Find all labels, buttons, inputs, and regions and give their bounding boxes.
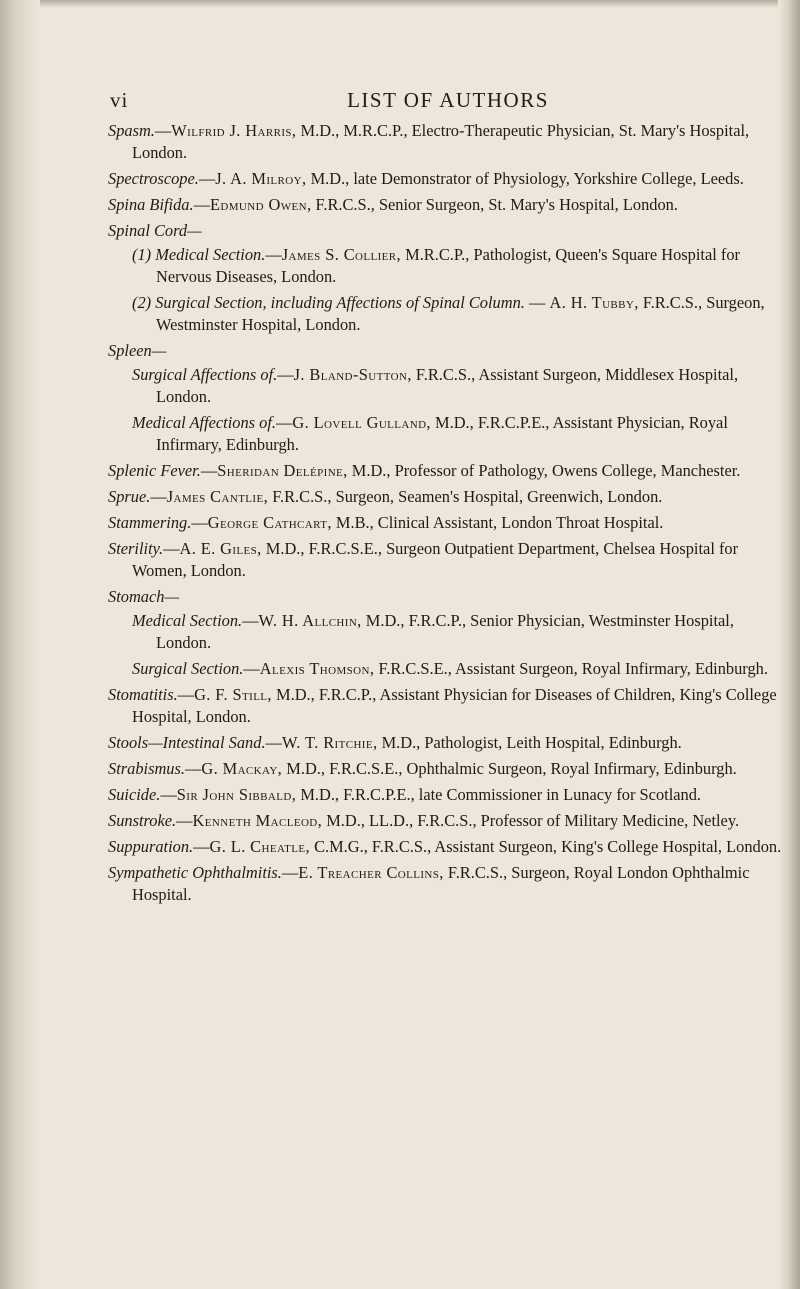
subentry bbox=[108, 412, 788, 456]
author-credentials: M.D., LL.D., F.R.C.S., Professor of Military Medicine, Netley. bbox=[322, 811, 740, 830]
running-title: LIST OF AUTHORS bbox=[347, 88, 549, 112]
page-header bbox=[108, 84, 788, 120]
author-entry bbox=[108, 194, 788, 216]
author-credentials: M.D., F.R.C.P.E., late Commissioner in Lunacy for Scotland. bbox=[296, 785, 702, 804]
author-credentials: F.R.C.S., Surgeon, Westminster Hospital, London. bbox=[156, 293, 765, 334]
author-entry bbox=[108, 784, 788, 806]
author-name: G. F. Still, bbox=[194, 685, 272, 704]
author-entry bbox=[108, 168, 788, 190]
author-entry bbox=[108, 538, 788, 582]
entry-dash: — bbox=[176, 811, 193, 830]
entry-dash: — bbox=[277, 365, 294, 384]
author-name: W. T. Ritchie, bbox=[281, 733, 378, 752]
book-page bbox=[108, 84, 788, 910]
author-credentials: M.D., F.R.C.S.E., Ophthalmic Surgeon, Royal Infirmary, Edinburgh. bbox=[282, 759, 737, 778]
author-credentials: M.D., Pathologist, Leith Hospital, Edinburgh. bbox=[377, 733, 682, 752]
entry-dash: — bbox=[193, 195, 210, 214]
entry-dash: — bbox=[191, 513, 208, 532]
entry-topic: Spasm. bbox=[108, 121, 155, 140]
author-credentials: F.R.C.S.E., Assistant Surgeon, Royal Infirmary, Edinburgh. bbox=[374, 659, 768, 678]
subentry bbox=[108, 364, 788, 408]
entry-dash: — bbox=[154, 121, 172, 140]
entry-topic: (1) Medical Section. bbox=[132, 245, 266, 264]
entry-topic: Strabismus. bbox=[108, 759, 185, 778]
author-name: A. H. Tubby, bbox=[549, 293, 639, 312]
author-entry bbox=[108, 810, 788, 832]
author-entry bbox=[108, 340, 788, 362]
entry-topic: Splenic Fever. bbox=[108, 461, 201, 480]
author-entry bbox=[108, 586, 788, 608]
author-credentials: F.R.C.S., Assistant Surgeon, Middlesex Hospital, London. bbox=[156, 365, 739, 406]
author-name: A. E. Giles, bbox=[179, 539, 262, 558]
author-name: G. L. Cheatle, bbox=[209, 837, 310, 856]
entry-dash: — bbox=[193, 837, 210, 856]
entry-dash: — bbox=[163, 539, 180, 558]
author-entry bbox=[108, 684, 788, 728]
entry-topic: Spina Bifida. bbox=[108, 195, 194, 214]
author-name: James S. Collier, bbox=[281, 245, 402, 264]
author-credentials: C.M.G., F.R.C.S., Assistant Surgeon, King's College Hospital, London. bbox=[309, 837, 782, 856]
author-name: G. Lovell Gulland, bbox=[292, 413, 431, 432]
entry-topic: Stomach— bbox=[108, 587, 180, 606]
author-name: Wilfrid J. Harris, bbox=[171, 121, 297, 140]
author-name: Kenneth Macleod, bbox=[192, 811, 323, 830]
entry-dash: — bbox=[198, 169, 216, 188]
entry-topic: Medical Affections of. bbox=[132, 413, 276, 432]
entry-dash: — bbox=[242, 611, 259, 630]
author-name: James Cantlie, bbox=[166, 487, 269, 506]
author-entry bbox=[108, 220, 788, 242]
entry-dash: — bbox=[243, 659, 260, 678]
author-name: Edmund Owen, bbox=[210, 195, 312, 214]
author-credentials: F.R.C.S., Surgeon, Royal London Ophthalmic Hospital. bbox=[132, 863, 750, 904]
subentry bbox=[108, 610, 788, 654]
author-entry bbox=[108, 862, 788, 906]
entry-dash: — bbox=[281, 863, 299, 882]
author-credentials: F.R.C.S., Surgeon, Seamen's Hospital, Greenwich, London. bbox=[268, 487, 663, 506]
entry-topic: Surgical Section. bbox=[132, 659, 244, 678]
entry-topic: Medical Section. bbox=[132, 611, 243, 630]
entry-topic: Sterility. bbox=[108, 539, 164, 558]
author-credentials: M.D., F.R.C.S.E., Surgeon Outpatient Department, Chelsea Hospital for Women, London. bbox=[132, 539, 739, 580]
entry-dash: — bbox=[265, 245, 282, 264]
author-credentials: M.R.C.P., Pathologist, Queen's Square Hospital for Nervous Diseases, London. bbox=[156, 245, 740, 286]
author-credentials: M.D., Professor of Pathology, Owens College, Manchester. bbox=[347, 461, 741, 480]
entry-dash: — bbox=[265, 733, 282, 752]
entry-dash: — bbox=[200, 461, 218, 480]
author-name: W. H. Allchin, bbox=[258, 611, 362, 630]
entry-dash: — bbox=[160, 785, 177, 804]
entry-topic: Stomatitis. bbox=[108, 685, 178, 704]
author-credentials: M.D., F.R.C.P., Senior Physician, Westminster Hospital, London. bbox=[156, 611, 734, 652]
entry-topic: Stammering. bbox=[108, 513, 192, 532]
author-name: Sheridan Delépine, bbox=[217, 461, 348, 480]
author-name: George Cathcart, bbox=[207, 513, 332, 532]
page-top-edge bbox=[0, 0, 800, 8]
entry-dash: — bbox=[276, 413, 293, 432]
entry-topic: Stools—Intestinal Sand. bbox=[108, 733, 266, 752]
entry-topic: Spleen— bbox=[108, 341, 167, 360]
entry-topic: Suicide. bbox=[108, 785, 161, 804]
author-name: J. Bland-Sutton, bbox=[293, 365, 412, 384]
author-name: Alexis Thomson, bbox=[259, 659, 375, 678]
entry-topic: Spinal Cord— bbox=[108, 221, 202, 240]
subentry bbox=[108, 658, 788, 680]
page-number: vi bbox=[110, 88, 129, 112]
author-entry bbox=[108, 758, 788, 780]
subentry bbox=[108, 244, 788, 288]
author-credentials: M.D., M.R.C.P., Electro-Therapeutic Physician, St. Mary's Hospital, London. bbox=[132, 121, 750, 162]
entry-dash: — bbox=[150, 487, 167, 506]
author-name: G. Mackay, bbox=[201, 759, 283, 778]
author-entry bbox=[108, 836, 788, 858]
author-credentials: M.D., F.R.C.P., Assistant Physician for Diseases of Children, King's College Hospital, London. bbox=[132, 685, 777, 726]
author-entry bbox=[108, 120, 788, 164]
author-name: Sir John Sibbald, bbox=[176, 785, 297, 804]
author-name: E. Treacher Collins, bbox=[298, 863, 444, 882]
entry-dash: — bbox=[177, 685, 195, 704]
author-credentials: M.D., F.R.C.P.E., Assistant Physician, Royal Infirmary, Edinburgh. bbox=[156, 413, 728, 454]
entry-topic: Spectroscope. bbox=[108, 169, 199, 188]
entry-topic: Surgical Affections of. bbox=[132, 365, 278, 384]
author-credentials: M.B., Clinical Assistant, London Throat Hospital. bbox=[331, 513, 664, 532]
author-entry bbox=[108, 460, 788, 482]
entry-topic: Sympathetic Ophthalmitis. bbox=[108, 863, 282, 882]
entry-topic: Suppuration. bbox=[108, 837, 194, 856]
author-name: J. A. Milroy, bbox=[215, 169, 307, 188]
author-list bbox=[108, 120, 788, 906]
author-entry bbox=[108, 486, 788, 508]
author-entry bbox=[108, 732, 788, 754]
entry-dash: — bbox=[524, 293, 550, 312]
entry-topic: (2) Surgical Section, including Affections of Spinal Column. bbox=[132, 293, 525, 312]
page-binding-shadow bbox=[0, 0, 40, 1289]
entry-dash: — bbox=[184, 759, 202, 778]
subentry bbox=[108, 292, 788, 336]
author-credentials: M.D., late Demonstrator of Physiology, Yorkshire College, Leeds. bbox=[306, 169, 744, 188]
author-credentials: F.R.C.S., Senior Surgeon, St. Mary's Hospital, London. bbox=[311, 195, 678, 214]
entry-topic: Sprue. bbox=[108, 487, 151, 506]
author-entry bbox=[108, 512, 788, 534]
entry-topic: Sunstroke. bbox=[108, 811, 177, 830]
